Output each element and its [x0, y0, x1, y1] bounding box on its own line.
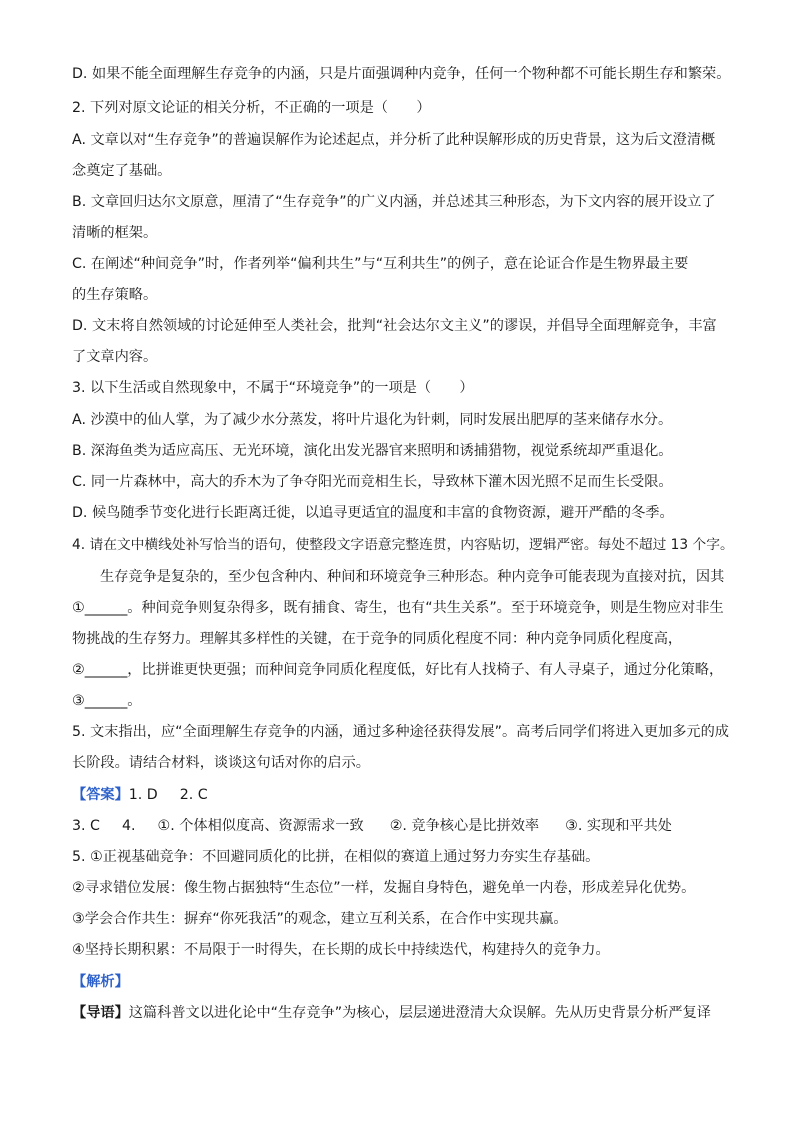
q3-option-c: C. 同一片森林中，高大的乔木为了争夺阳光而竞相生长，导致林下灌木因光照不足而生长受限。 [72, 474, 673, 490]
q3-option-d: D. 候鸟随季节变化进行长距离迁徙，以追寻更适宜的温度和丰富的食物资源，避开严酷的冬季。 [72, 505, 674, 521]
q2-stem: 2. 下列对原文论证的相关分析，不正确的一项是（ ） [72, 100, 431, 116]
q1-option-d: D. 如果不能全面理解生存竞争的内涵，只是片面强调种内竞争，任何一个物种都不可能长期生存和繁荣。 [72, 66, 731, 82]
answer-q4-blank2: ②. 竞争核心是比拼效率 [389, 818, 540, 834]
q3-option-a: A. 沙漠中的仙人掌，为了减少水分蒸发，将叶片退化为针刺，同时发展出肥厚的茎来储存水分。 [72, 412, 673, 428]
answer-q1: 1. D [128, 787, 158, 803]
answer-q4-number: 4. [121, 818, 136, 834]
q3-option-b: B. 深海鱼类为适应高压、无光环境，演化出发光器官来照明和诱捕猎物，视觉系统却严重退化。 [72, 443, 673, 459]
q4-passage-line1: 生存竞争是复杂的，至少包含种内、种间和环境竞争三种形态。种内竞争可能表现为直接对抗，因其 [100, 569, 725, 585]
answer-q2: 2. C [179, 787, 208, 803]
analysis-label: 【解析】 [72, 974, 129, 990]
q2-option-a-line1: A. 文章以对“生存竞争”的普遍误解作为论述起点，并分析了此种误解形成的历史背景，这为后文澄清概 [72, 132, 716, 148]
answer-label: 【答案】 [72, 787, 129, 803]
answer-q5-line4: ④坚持长期积累：不局限于一时得失，在长期的成长中持续迭代，构建持久的竞争力。 [72, 942, 610, 958]
q3-stem: 3. 以下生活或自然现象中，不属于“环境竞争”的一项是（ ） [72, 380, 474, 396]
q2-option-b-line1: B. 文章回归达尔文原意，厘清了“生存竞争”的广义内涵，并总述其三种形态，为下文内容的展开设立了 [72, 194, 716, 210]
answer-q3: 3. C [72, 818, 100, 834]
q2-option-a-line2: 念奠定了基础。 [72, 163, 172, 179]
intro-label: 【导语】 [72, 1005, 129, 1021]
q2-option-c-line1: C. 在阐述“种间竞争”时，作者列举“偏利共生”与“互利共生”的例子，意在论证合作是生物界最主要 [72, 256, 689, 272]
answer-q4-blank1: ①. 个体相似度高、资源需求一致 [157, 818, 364, 834]
q5-stem-line1: 5. 文末指出，应“全面理解生存竞争的内涵，通过多种途径获得发展”。高考后同学们将进入更加多元的成 [72, 724, 729, 740]
q5-stem-line2: 长阶段。请结合材料，谈谈这句话对你的启示。 [72, 755, 370, 771]
answer-line2 [72, 816, 672, 836]
intro-text: 这篇科普文以进化论中“生存竞争”为核心，层层递进澄清大众误解。先从历史背景分析严复译 [128, 1005, 711, 1021]
answer-q5-line2: ②寻求错位发展：像生物占据独特“生态位”一样，发掘自身特色，避免单一内卷，形成差异化优势。 [72, 880, 696, 896]
q4-passage-line4: ②______，比拼谁更快更强；而种间竞争同质化程度低，好比有人找椅子、有人寻桌子，通过分化策略， [72, 662, 724, 678]
q2-option-d-line2: 了文章内容。 [72, 349, 158, 365]
q4-passage-line5: ③______。 [72, 693, 142, 709]
answer-q5-line1: 5. ①正视基础竞争：不回避同质化的比拼，在相似的赛道上通过努力夯实生存基础。 [72, 849, 600, 865]
q4-stem: 4. 请在文中横线处补写恰当的语句，使整段文字语意完整连贯，内容贴切，逻辑严密。每处不超过 13 个字。 [72, 537, 734, 553]
q2-option-c-line2: 的生存策略。 [72, 287, 158, 303]
q2-option-b-line2: 清晰的框架。 [72, 225, 158, 241]
q4-passage-line2: ①______。种间竞争则复杂得多，既有捕食、寄生，也有“共生关系”。至于环境竞争，则是生物应对非生 [72, 600, 724, 616]
answer-q4-blank3: ③. 实现和平共处 [565, 818, 672, 834]
answer-line1 [72, 785, 208, 805]
answer-q5-line3: ③学会合作共生：摒弃“你死我活”的观念，建立互利关系，在合作中实现共赢。 [72, 911, 568, 927]
analysis-intro-line [72, 1003, 711, 1023]
q2-option-d-line1: D. 文末将自然领域的讨论延伸至人类社会，批判“社会达尔文主义”的谬误，并倡导全面理解竞争，丰富 [72, 318, 717, 334]
q4-passage-line3: 物挑战的生存努力。理解其多样性的关键，在于竞争的同质化程度不同：种内竞争同质化程度高， [72, 631, 683, 647]
